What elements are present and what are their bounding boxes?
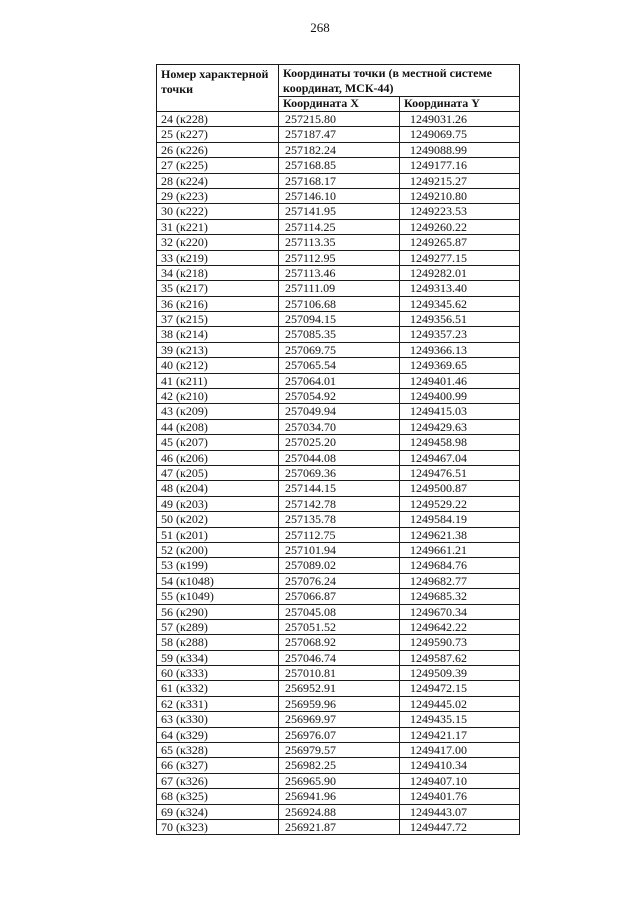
table-row xyxy=(157,265,520,280)
coord-y-cell: 1249509.39 xyxy=(400,666,520,681)
coord-x-cell: 257046.74 xyxy=(279,650,400,665)
coord-y-cell: 1249282.01 xyxy=(400,265,520,280)
coord-y-cell: 1249590.73 xyxy=(400,635,520,650)
table-row xyxy=(157,804,520,819)
coord-y-cell: 1249415.03 xyxy=(400,404,520,419)
coord-x-cell: 257068.92 xyxy=(279,635,400,650)
point-number-cell: 26 (к226) xyxy=(157,142,279,157)
table-row xyxy=(157,619,520,634)
coord-y-cell: 1249401.46 xyxy=(400,373,520,388)
point-number-cell: 61 (к332) xyxy=(157,681,279,696)
table-row xyxy=(157,342,520,357)
coord-y-cell: 1249410.34 xyxy=(400,758,520,773)
point-number-cell: 70 (к323) xyxy=(157,819,279,834)
table-row xyxy=(157,435,520,450)
coord-y-cell: 1249685.32 xyxy=(400,589,520,604)
coord-y-cell: 1249670.34 xyxy=(400,604,520,619)
point-number-cell: 28 (к224) xyxy=(157,173,279,188)
table-row xyxy=(157,604,520,619)
coord-x-cell: 257113.35 xyxy=(279,235,400,250)
coord-y-cell: 1249443.07 xyxy=(400,804,520,819)
coord-x-cell: 256982.25 xyxy=(279,758,400,773)
coord-y-cell: 1249177.16 xyxy=(400,158,520,173)
coord-y-cell: 1249417.00 xyxy=(400,743,520,758)
coord-x-cell: 257111.09 xyxy=(279,281,400,296)
table-row xyxy=(157,527,520,542)
point-number-cell: 32 (к220) xyxy=(157,235,279,250)
table-row xyxy=(157,789,520,804)
table-row xyxy=(157,158,520,173)
table-row xyxy=(157,296,520,311)
coord-x-cell: 257069.75 xyxy=(279,342,400,357)
point-number-cell: 59 (к334) xyxy=(157,650,279,665)
table-row xyxy=(157,312,520,327)
coord-x-cell: 256979.57 xyxy=(279,743,400,758)
table-row xyxy=(157,650,520,665)
point-number-cell: 51 (к201) xyxy=(157,527,279,542)
point-number-cell: 27 (к225) xyxy=(157,158,279,173)
point-number-cell: 38 (к214) xyxy=(157,327,279,342)
table-row xyxy=(157,819,520,834)
table-row xyxy=(157,204,520,219)
coord-y-cell: 1249407.10 xyxy=(400,773,520,788)
table-header xyxy=(157,65,520,112)
table-body xyxy=(157,112,520,835)
table-row xyxy=(157,358,520,373)
point-number-cell: 39 (к213) xyxy=(157,342,279,357)
coord-x-cell: 257135.78 xyxy=(279,512,400,527)
point-number-cell: 68 (к325) xyxy=(157,789,279,804)
coord-y-cell: 1249313.40 xyxy=(400,281,520,296)
coord-y-cell: 1249472.15 xyxy=(400,681,520,696)
coord-x-cell: 257144.15 xyxy=(279,481,400,496)
coord-y-cell: 1249447.72 xyxy=(400,819,520,834)
coord-x-cell: 256959.96 xyxy=(279,696,400,711)
coord-x-cell: 256941.96 xyxy=(279,789,400,804)
coord-y-cell: 1249661.21 xyxy=(400,542,520,557)
table-row xyxy=(157,589,520,604)
coord-y-cell: 1249277.15 xyxy=(400,250,520,265)
coord-y-cell: 1249069.75 xyxy=(400,127,520,142)
point-number-cell: 54 (к1048) xyxy=(157,573,279,588)
coord-y-cell: 1249215.27 xyxy=(400,173,520,188)
coord-x-cell: 257141.95 xyxy=(279,204,400,219)
table-row xyxy=(157,481,520,496)
coord-x-cell: 256976.07 xyxy=(279,727,400,742)
coord-x-cell: 257114.25 xyxy=(279,219,400,234)
coord-x-cell: 257146.10 xyxy=(279,188,400,203)
coord-x-cell: 257182.24 xyxy=(279,142,400,157)
coord-x-cell: 256924.88 xyxy=(279,804,400,819)
table-row xyxy=(157,512,520,527)
point-number-cell: 60 (к333) xyxy=(157,666,279,681)
coordinates-table xyxy=(156,64,520,835)
point-number-cell: 53 (к199) xyxy=(157,558,279,573)
coord-y-header: Координата Y xyxy=(400,97,520,112)
coord-y-cell: 1249587.62 xyxy=(400,650,520,665)
table-row xyxy=(157,573,520,588)
point-number-cell: 30 (к222) xyxy=(157,204,279,219)
table-row xyxy=(157,496,520,511)
table-row xyxy=(157,404,520,419)
coord-y-cell: 1249584.19 xyxy=(400,512,520,527)
coord-y-cell: 1249421.17 xyxy=(400,727,520,742)
point-number-cell: 58 (к288) xyxy=(157,635,279,650)
coord-x-cell: 257168.85 xyxy=(279,158,400,173)
point-number-header: Номер характерной точки xyxy=(157,65,279,112)
point-number-cell: 63 (к330) xyxy=(157,712,279,727)
coord-x-cell: 257085.35 xyxy=(279,327,400,342)
coord-x-cell: 257066.87 xyxy=(279,589,400,604)
coord-y-cell: 1249345.62 xyxy=(400,296,520,311)
coord-x-cell: 257045.08 xyxy=(279,604,400,619)
table-row xyxy=(157,142,520,157)
coord-y-cell: 1249357.23 xyxy=(400,327,520,342)
coord-y-cell: 1249500.87 xyxy=(400,481,520,496)
table-row xyxy=(157,758,520,773)
coord-x-cell: 257187.47 xyxy=(279,127,400,142)
coord-x-cell: 257113.46 xyxy=(279,265,400,280)
coord-y-cell: 1249642.22 xyxy=(400,619,520,634)
table-row xyxy=(157,373,520,388)
table-row xyxy=(157,712,520,727)
coord-y-cell: 1249401.76 xyxy=(400,789,520,804)
coord-y-cell: 1249400.99 xyxy=(400,389,520,404)
point-number-cell: 35 (к217) xyxy=(157,281,279,296)
coord-x-cell: 257101.94 xyxy=(279,542,400,557)
table-row xyxy=(157,773,520,788)
point-number-cell: 40 (к212) xyxy=(157,358,279,373)
coord-y-cell: 1249458.98 xyxy=(400,435,520,450)
table-row xyxy=(157,558,520,573)
coord-x-cell: 257049.94 xyxy=(279,404,400,419)
point-number-cell: 67 (к326) xyxy=(157,773,279,788)
coord-x-cell: 257142.78 xyxy=(279,496,400,511)
coord-x-cell: 257112.75 xyxy=(279,527,400,542)
coordinates-group-header: Координаты точки (в местной системе координат, МСК-44) xyxy=(279,65,520,97)
table-row xyxy=(157,743,520,758)
coord-y-cell: 1249476.51 xyxy=(400,465,520,480)
point-number-cell: 41 (к211) xyxy=(157,373,279,388)
coord-y-cell: 1249366.13 xyxy=(400,342,520,357)
table-row xyxy=(157,219,520,234)
coord-x-cell: 257054.92 xyxy=(279,389,400,404)
point-number-cell: 62 (к331) xyxy=(157,696,279,711)
point-number-cell: 24 (к228) xyxy=(157,112,279,127)
point-number-cell: 55 (к1049) xyxy=(157,589,279,604)
table-row xyxy=(157,450,520,465)
coord-x-cell: 257215.80 xyxy=(279,112,400,127)
point-number-cell: 69 (к324) xyxy=(157,804,279,819)
coord-y-cell: 1249682.77 xyxy=(400,573,520,588)
coord-y-cell: 1249467.04 xyxy=(400,450,520,465)
coord-x-cell: 257106.68 xyxy=(279,296,400,311)
point-number-cell: 45 (к207) xyxy=(157,435,279,450)
point-number-cell: 49 (к203) xyxy=(157,496,279,511)
coord-x-cell: 257051.52 xyxy=(279,619,400,634)
table-row xyxy=(157,281,520,296)
coord-y-cell: 1249445.02 xyxy=(400,696,520,711)
point-number-cell: 48 (к204) xyxy=(157,481,279,496)
table-row xyxy=(157,389,520,404)
coord-y-cell: 1249429.63 xyxy=(400,419,520,434)
table-row xyxy=(157,173,520,188)
point-number-cell: 43 (к209) xyxy=(157,404,279,419)
table-row xyxy=(157,666,520,681)
point-number-cell: 50 (к202) xyxy=(157,512,279,527)
table-row xyxy=(157,112,520,127)
point-number-cell: 52 (к200) xyxy=(157,542,279,557)
coord-y-cell: 1249621.38 xyxy=(400,527,520,542)
coord-x-cell: 257034.70 xyxy=(279,419,400,434)
point-number-cell: 36 (к216) xyxy=(157,296,279,311)
coord-x-cell: 257168.17 xyxy=(279,173,400,188)
point-number-cell: 29 (к223) xyxy=(157,188,279,203)
coord-x-cell: 257010.81 xyxy=(279,666,400,681)
table-row xyxy=(157,188,520,203)
table-row xyxy=(157,542,520,557)
table-row xyxy=(157,235,520,250)
coord-y-cell: 1249684.76 xyxy=(400,558,520,573)
coord-x-cell: 257089.02 xyxy=(279,558,400,573)
point-number-cell: 37 (к215) xyxy=(157,312,279,327)
coord-y-cell: 1249223.53 xyxy=(400,204,520,219)
point-number-cell: 46 (к206) xyxy=(157,450,279,465)
coord-x-cell: 256921.87 xyxy=(279,819,400,834)
point-number-cell: 42 (к210) xyxy=(157,389,279,404)
page-number: 268 xyxy=(310,20,330,35)
coord-x-cell: 257025.20 xyxy=(279,435,400,450)
coord-y-cell: 1249088.99 xyxy=(400,142,520,157)
coord-x-header: Координата X xyxy=(279,97,400,112)
coord-x-cell: 257065.54 xyxy=(279,358,400,373)
coord-y-cell: 1249265.87 xyxy=(400,235,520,250)
coord-x-cell: 256952.91 xyxy=(279,681,400,696)
point-number-cell: 56 (к290) xyxy=(157,604,279,619)
coord-x-cell: 257044.08 xyxy=(279,450,400,465)
point-number-cell: 66 (к327) xyxy=(157,758,279,773)
coord-y-cell: 1249435.15 xyxy=(400,712,520,727)
table-row xyxy=(157,250,520,265)
point-number-cell: 57 (к289) xyxy=(157,619,279,634)
coord-y-cell: 1249031.26 xyxy=(400,112,520,127)
point-number-cell: 65 (к328) xyxy=(157,743,279,758)
coord-x-cell: 257069.36 xyxy=(279,465,400,480)
table-row xyxy=(157,465,520,480)
table-row xyxy=(157,635,520,650)
point-number-cell: 44 (к208) xyxy=(157,419,279,434)
coord-x-cell: 257076.24 xyxy=(279,573,400,588)
table-row xyxy=(157,727,520,742)
point-number-cell: 34 (к218) xyxy=(157,265,279,280)
coord-y-cell: 1249260.22 xyxy=(400,219,520,234)
coord-y-cell: 1249210.80 xyxy=(400,188,520,203)
coord-x-cell: 257112.95 xyxy=(279,250,400,265)
point-number-cell: 31 (к221) xyxy=(157,219,279,234)
coord-y-cell: 1249369.65 xyxy=(400,358,520,373)
coord-x-cell: 257094.15 xyxy=(279,312,400,327)
point-number-cell: 64 (к329) xyxy=(157,727,279,742)
coord-y-cell: 1249356.51 xyxy=(400,312,520,327)
coord-x-cell: 257064.01 xyxy=(279,373,400,388)
table-row xyxy=(157,681,520,696)
coord-x-cell: 256969.97 xyxy=(279,712,400,727)
table-row xyxy=(157,696,520,711)
table-row xyxy=(157,327,520,342)
coord-y-cell: 1249529.22 xyxy=(400,496,520,511)
point-number-cell: 33 (к219) xyxy=(157,250,279,265)
table-row xyxy=(157,419,520,434)
table-row xyxy=(157,127,520,142)
coord-x-cell: 256965.90 xyxy=(279,773,400,788)
point-number-cell: 25 (к227) xyxy=(157,127,279,142)
point-number-cell: 47 (к205) xyxy=(157,465,279,480)
